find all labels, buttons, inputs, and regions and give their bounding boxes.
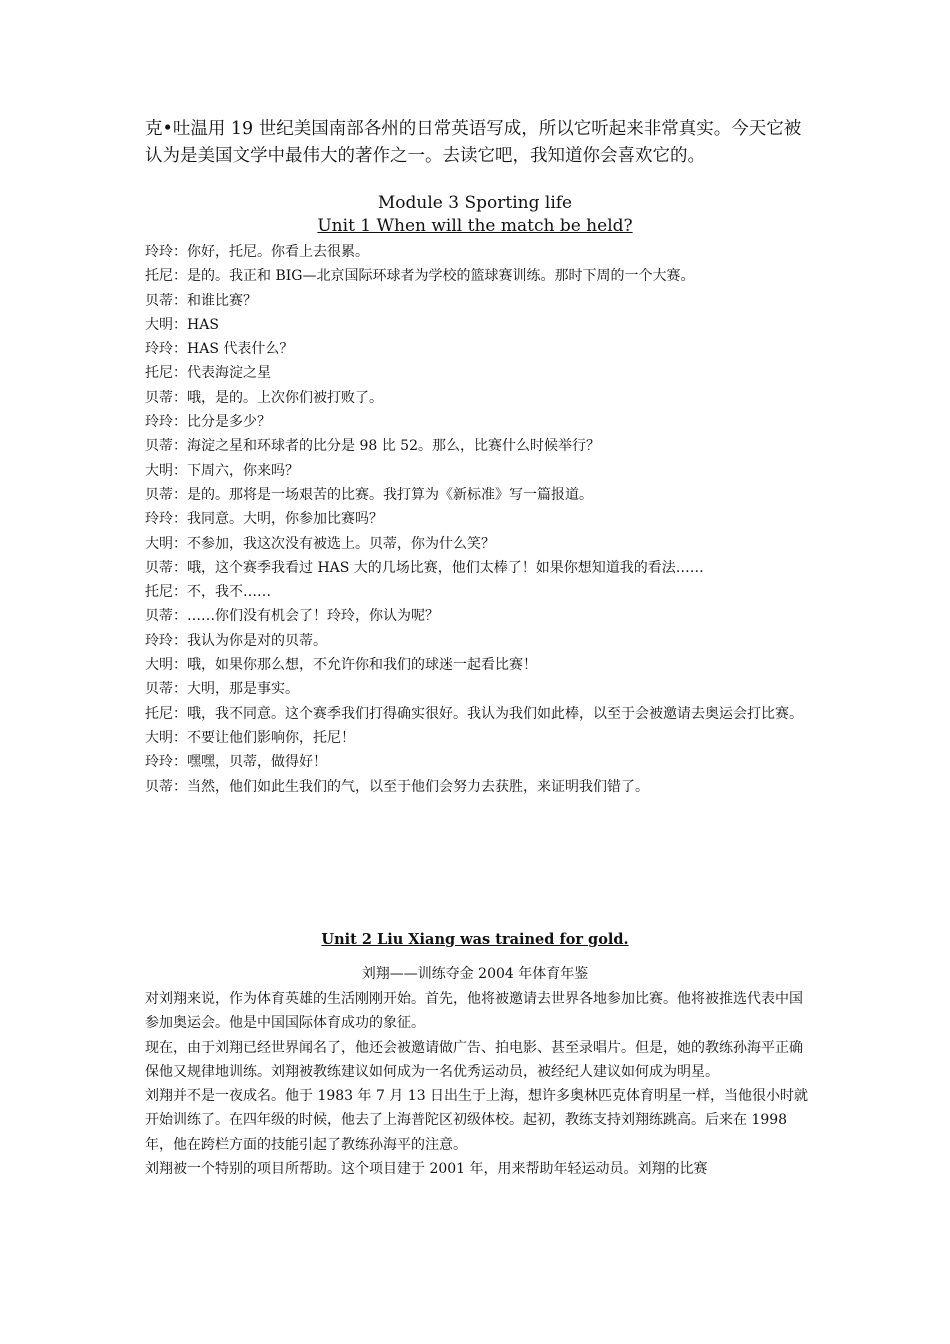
dialogue-line: 大明：不要让他们影响你，托尼！ — [145, 729, 355, 746]
module-title: Module 3 Sporting life — [377, 193, 573, 213]
dialogue-line: 玲玲：嘿嘿，贝蒂，做得好！ — [145, 754, 327, 771]
dialogue-line: 大明：哦，如果你那么想，不允许你和我们的球迷一起看比赛！ — [145, 657, 537, 674]
dialogue-line: 玲玲：HAS 代表什么？ — [145, 341, 294, 358]
unit1-title: Unit 1 When will the match be held? — [317, 216, 633, 236]
article-paragraph: 刘翔并不是一夜成名。他于 1983 年 7 月 13 日出生于上海，想许多奥林匹克体育明星一样，当他很小时就开始训练了。在四年级的时候，他去了上海普陀区初级体校。起初，教练支持刘翔练跳高。后来在 1998 年，他在跨栏方面的技能引起了教练孙海平的注意。 — [145, 1088, 809, 1153]
dialogue-line: 贝蒂：是的。那将是一场艰苦的比赛。我打算为《新标准》写一篇报道。 — [145, 486, 593, 503]
dialogue-list — [145, 240, 813, 799]
dialogue-line: 玲玲：我同意。大明，你参加比赛吗？ — [145, 511, 383, 528]
dialogue-line: 玲玲：你好，托尼。你看上去很累。 — [145, 244, 369, 260]
dialogue-line: 托尼：是的。我正和 BIG—北京国际环球者为学校的篮球赛训练。那时下周的一个大赛。 — [145, 268, 695, 285]
dialogue-line: 贝蒂：和谁比赛？ — [145, 292, 257, 309]
dialogue-line: 大明：不参加，我这次没有被选上。贝蒂，你为什么笑？ — [145, 535, 495, 552]
dialogue-line: 托尼：代表海淀之星 — [145, 365, 271, 382]
dialogue-line: 托尼：不，我不…… — [145, 584, 271, 601]
dialogue-line: 玲玲：我认为你是对的贝蒂。 — [145, 632, 327, 649]
intro-paragraph: 克•吐温用 19 世纪美国南部各州的日常英语写成，所以它听起来非常真实。今天它被认为是美国文学中最伟大的著作之一。去读它吧，我知道你会喜欢它的。 — [145, 119, 802, 166]
unit2-title: Unit 2 Liu Xiang was trained for gold. — [321, 931, 629, 948]
unit2-subtitle: 刘翔——训练夺金 2004 年体育年鉴 — [361, 966, 589, 982]
article-paragraph: 对刘翔来说，作为体育英雄的生活刚刚开始。首先，他将被邀请去世界各地参加比赛。他将被推选代表中国参加奥运会。他是中国国际体育成功的象征。 — [145, 991, 803, 1032]
dialogue-line: 贝蒂：大明，那是事实。 — [145, 681, 299, 698]
dialogue-line: 托尼：哦，我不同意。这个赛季我们打得确实很好。我认为我们如此棒，以至于会被邀请去奥运会打比赛。 — [145, 705, 803, 722]
dialogue-line: 贝蒂：哦，这个赛季我看过 HAS 大的几场比赛，他们太棒了！如果你想知道我的看法…… — [145, 559, 704, 576]
article-paragraph: 现在，由于刘翔已经世界闻名了，他还会被邀请做广告、拍电影、甚至录唱片。但是，她的教练孙海平正确保他又规律地训练。刘翔被教练建议如何成为一名优秀运动员，被经纪人建议如何成为明星。 — [145, 1039, 803, 1080]
dialogue-line: 贝蒂：海淀之星和环球者的比分是 98 比 52。那么，比赛什么时候举行？ — [145, 438, 600, 455]
unit1-heading — [0, 214, 950, 238]
dialogue-line: 贝蒂：……你们没有机会了！玲玲，你认为呢？ — [145, 608, 439, 625]
dialogue-line: 贝蒂：当然，他们如此生我们的气，以至于他们会努力去获胜，来证明我们错了。 — [145, 778, 649, 795]
dialogue-line: 大明：HAS — [145, 316, 219, 333]
article-paragraph: 刘翔被一个特别的项目所帮助。这个项目建于 2001 年，用来帮助年轻运动员。刘翔的比赛 — [145, 1161, 708, 1178]
dialogue-line: 贝蒂：哦，是的。上次你们被打败了。 — [145, 389, 383, 406]
article-body — [145, 987, 810, 1181]
dialogue-line: 大明：下周六，你来吗？ — [145, 462, 299, 479]
dialogue-line: 玲玲：比分是多少？ — [145, 414, 271, 431]
